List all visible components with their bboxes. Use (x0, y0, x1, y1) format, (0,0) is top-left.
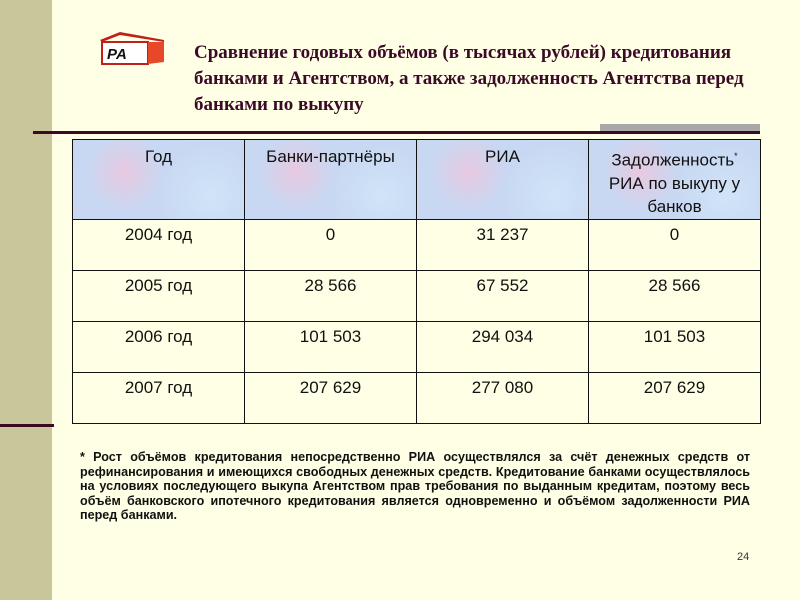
table-row (73, 220, 761, 271)
cell: 277 080 (417, 373, 589, 424)
title-divider (33, 131, 760, 134)
slide-title: Сравнение годовых объёмов (в тысячах рублей) кредитования банками и Агентством, а также задолженность Агентства перед банками по выкупу (194, 42, 744, 115)
cell: 2004 год (73, 220, 245, 271)
header-debt (589, 140, 761, 220)
cell: 101 503 (589, 322, 761, 373)
cell: 0 (245, 220, 417, 271)
cell: 28 566 (589, 271, 761, 322)
table-row (73, 373, 761, 424)
comparison-table (72, 139, 761, 424)
cell: 2006 год (73, 322, 245, 373)
cell: 101 503 (245, 322, 417, 373)
cell: 28 566 (245, 271, 417, 322)
logo-icon (98, 30, 166, 66)
cell: 2007 год (73, 373, 245, 424)
cell: 207 629 (589, 373, 761, 424)
cell: 294 034 (417, 322, 589, 373)
header-year: Год (73, 140, 245, 220)
header-banks: Банки-партнёры (245, 140, 417, 220)
header-debt-line1: Задолженность (611, 150, 735, 170)
cell: 67 552 (417, 271, 589, 322)
cell: 31 237 (417, 220, 589, 271)
page-number: 24 (737, 551, 750, 563)
sidebar-decoration (0, 0, 52, 600)
cell: 0 (589, 220, 761, 271)
header-ria: РИА (417, 140, 589, 220)
table-row (73, 322, 761, 373)
svg-text:РА: РА (107, 46, 127, 63)
footnote: * Рост объёмов кредитования непосредственно РИА осуществлялся за счёт денежных средств от рефинансирования и имеющихся свободных денежных средств. Кредитование банками осуществлялось на условиях последующего выкупа Агентством прав требования по выданным кредитам, поэтому весь объём банковского ипотечного кредитования является одновременно и объёмом задолженности РИА перед банками. (80, 450, 750, 522)
divider (0, 424, 54, 427)
cell: 207 629 (245, 373, 417, 424)
table-row (73, 271, 761, 322)
header-debt-line2: РИА по выкупу у банков (608, 173, 741, 216)
cell: 2005 год (73, 271, 245, 322)
footnote-mark: * (734, 151, 738, 161)
table-header-row (73, 140, 761, 220)
